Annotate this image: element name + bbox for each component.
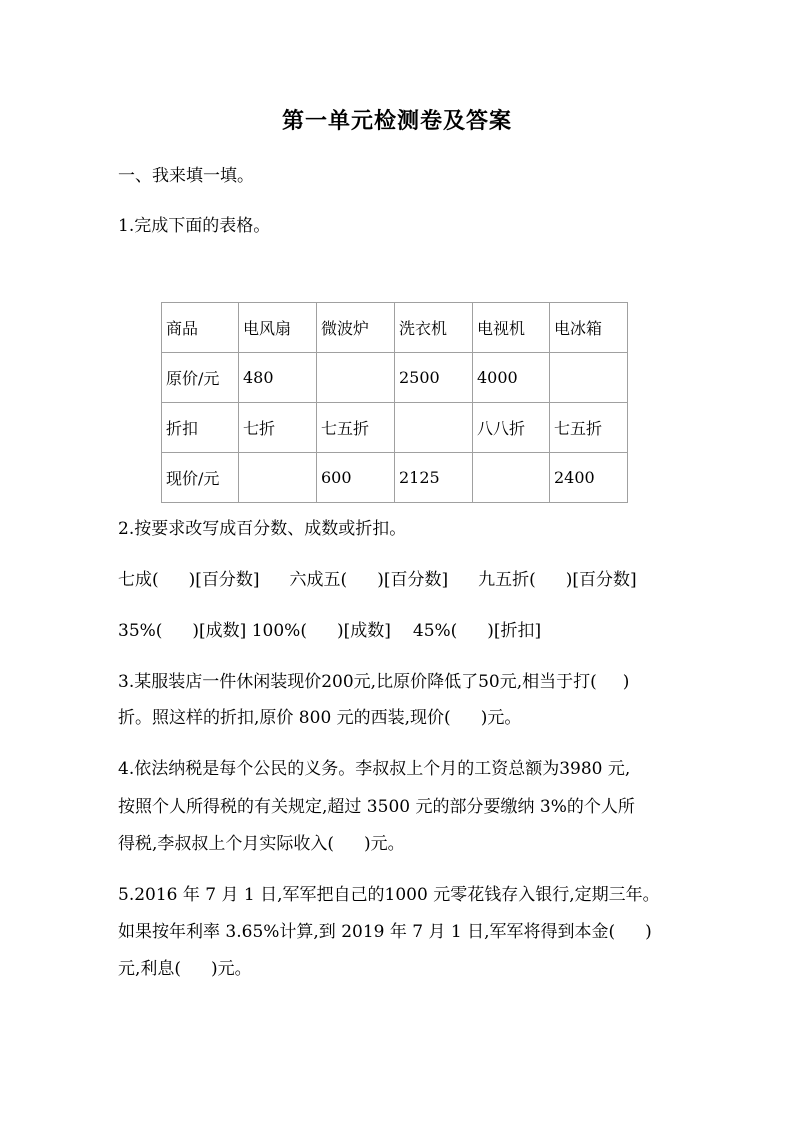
table-header-cell: 电风扇 — [239, 303, 317, 353]
table-cell: 2400 — [550, 453, 628, 503]
q2-item-1: 七成( )[百分数] — [118, 570, 260, 590]
table-row — [162, 453, 628, 503]
table-cell: 4000 — [473, 353, 550, 403]
table-header-cell: 电视机 — [473, 303, 550, 353]
q2-item-4: 35%( )[成数] — [118, 621, 247, 641]
question-2-row-2 — [118, 619, 688, 643]
table-row-label: 折扣 — [162, 403, 239, 453]
price-table — [161, 302, 628, 503]
section-heading: 一、我来填一填。 — [118, 166, 254, 186]
question-1-label: 1.完成下面的表格。 — [118, 216, 271, 236]
table-cell[interactable] — [395, 403, 473, 453]
table-cell[interactable] — [239, 453, 317, 503]
table-row — [162, 303, 628, 353]
table-cell: 2125 — [395, 453, 473, 503]
table-cell: 八八折 — [473, 403, 550, 453]
question-5-line-3: 元,利息( )元。 — [118, 959, 252, 979]
question-5-line-2: 如果按年利率 3.65%计算,到 2019 年 7 月 1 日,军军将得到本金( ) — [118, 922, 652, 942]
question-2-label: 2.按要求改写成百分数、成数或折扣。 — [118, 519, 407, 539]
table-cell[interactable] — [317, 353, 395, 403]
q2-item-3: 九五折( )[百分数] — [478, 570, 637, 590]
table-header-cell: 商品 — [162, 303, 239, 353]
table-cell: 七五折 — [317, 403, 395, 453]
question-3-line-1: 3.某服装店一件休闲装现价200元,比原价降低了50元,相当于打( ) — [118, 672, 630, 692]
table-row — [162, 403, 628, 453]
question-4-line-1: 4.依法纳税是每个公民的义务。李叔叔上个月的工资总额为3980 元, — [118, 759, 631, 779]
table-cell: 2500 — [395, 353, 473, 403]
table-cell: 七五折 — [550, 403, 628, 453]
table-header-cell: 洗衣机 — [395, 303, 473, 353]
table-header-cell: 微波炉 — [317, 303, 395, 353]
table-cell: 七折 — [239, 403, 317, 453]
question-4-line-3: 得税,李叔叔上个月实际收入( )元。 — [118, 834, 405, 854]
question-3-line-2: 折。照这样的折扣,原价 800 元的西装,现价( )元。 — [118, 708, 522, 728]
table-row-label: 现价/元 — [162, 453, 239, 503]
table-cell[interactable] — [550, 353, 628, 403]
q2-item-5: 100%( )[成数] — [251, 621, 391, 641]
table-header-cell: 电冰箱 — [550, 303, 628, 353]
q2-item-2: 六成五( )[百分数] — [289, 570, 449, 590]
table-cell: 480 — [239, 353, 317, 403]
page-title: 第一单元检测卷及答案 — [281, 109, 512, 134]
table-cell: 600 — [317, 453, 395, 503]
table-row-label: 原价/元 — [162, 353, 239, 403]
table-row — [162, 353, 628, 403]
question-2-row-1 — [118, 568, 688, 592]
q2-item-6: 45%( )[折扣] — [412, 621, 542, 641]
question-5-line-1: 5.2016 年 7 月 1 日,军军把自己的1000 元零花钱存入银行,定期三年。 — [118, 885, 660, 905]
question-4-line-2: 按照个人所得税的有关规定,超过 3500 元的部分要缴纳 3%的个人所 — [118, 797, 635, 817]
table-cell[interactable] — [473, 453, 550, 503]
